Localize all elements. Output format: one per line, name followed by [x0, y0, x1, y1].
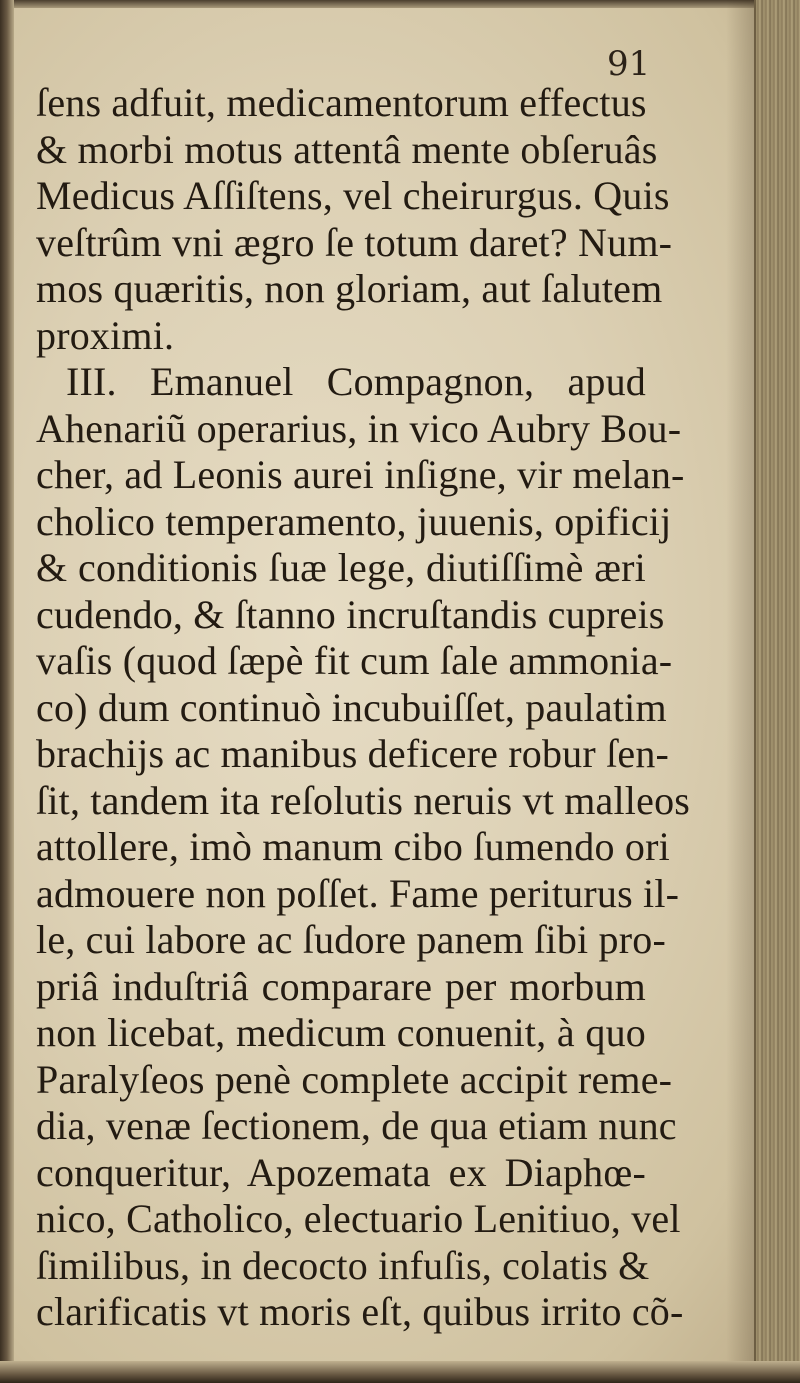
page-bottom-edge [0, 1361, 800, 1383]
text-line: mos quæritis, non gloriam, aut ſalutem [36, 266, 663, 311]
text-line: co) dum continuò incubuiſſet, paulatim [36, 684, 667, 730]
text-line: dia, venæ ſectionem, de qua etiam nunc [36, 1103, 677, 1148]
text-line: Ahenariũ operarius, in vico Aubry Bou- [36, 405, 682, 451]
text-line: ſit, tandem ita reſolutis neruis vt malleos [36, 777, 691, 823]
page-stack-edge [754, 0, 800, 1383]
text-line: brachijs ac manibus deficere robur ſen- [36, 731, 670, 776]
text-line: cher, ad Leonis aurei inſigne, vir melan- [36, 452, 685, 497]
text-line: conqueritur, Apozemata ex Diaphœ- [36, 1149, 646, 1195]
text-line: clarificatis vt moris eſt, quibus irrito cõ- [36, 1289, 684, 1334]
text-line: & morbi motus attentâ mente obſeruâs [36, 126, 658, 172]
text-line: vaſis (quod ſæpè fit cum ſale ammonia- [36, 638, 673, 683]
text-line: ſimilibus, in decocto infuſis, colatis & [36, 1242, 650, 1288]
text-line: cholico temperamento, juuenis, opificij [36, 498, 672, 544]
text-line: Medicus Aſſiſtens, vel cheirurgus. Quis [36, 173, 670, 218]
text-line: & conditionis ſuæ lege, diutiſſimè æri [36, 545, 646, 590]
text-line: le, cui labore ac ſudore panem ſibi pro- [36, 917, 666, 962]
page-top-edge [0, 0, 800, 8]
text-line: ſens adfuit, medicamentorum effectus [36, 80, 647, 125]
text-line: III. Emanuel Compagnon, apud [66, 359, 646, 404]
gutter-shadow [726, 0, 756, 1383]
text-line: admouere non poſſet. Fame periturus il- [36, 870, 680, 916]
text-line: nico, Catholico, electuario Lenitiuo, vel [36, 1196, 681, 1241]
text-line: cudendo, & ſtanno incruſtandis cupreis [36, 591, 665, 637]
text-line: priâ induſtriâ comparare per morbum [36, 963, 646, 1009]
text-line: non licebat, medicum conuenit, à quo [36, 1010, 646, 1055]
body-text [36, 80, 691, 1336]
text-line: attollere, imò manum cibo ſumendo ori [36, 824, 670, 869]
text-line: proximi. [36, 312, 175, 358]
page-left-edge [0, 0, 14, 1383]
text-line: veſtrûm vni ægro ſe totum daret? Num- [36, 219, 673, 265]
page-number: 91 [607, 44, 651, 84]
text-line: Paralyſeos penè complete accipit reme- [36, 1056, 673, 1102]
